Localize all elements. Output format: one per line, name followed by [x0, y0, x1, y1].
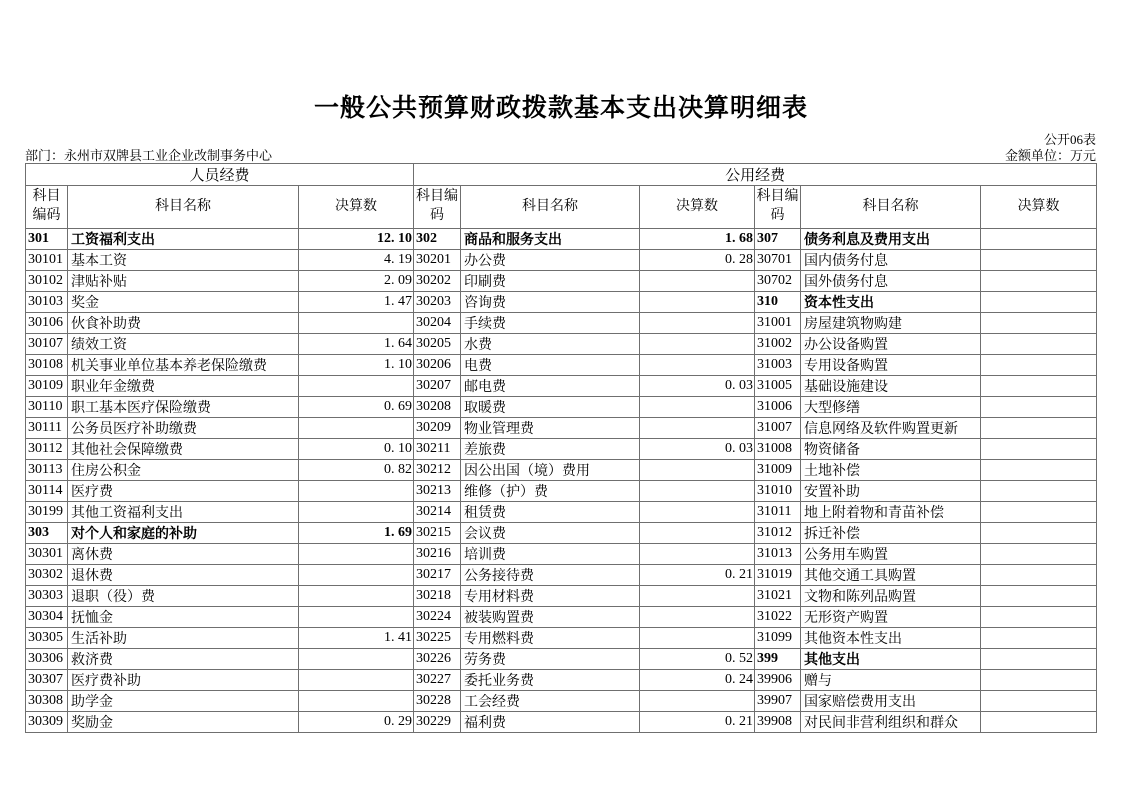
value-cell [640, 292, 755, 313]
value-cell [981, 523, 1097, 544]
value-cell [299, 691, 414, 712]
subject-name-cell: 伙食补助费 [68, 313, 299, 334]
subject-name-cell: 拆迁补偿 [801, 523, 981, 544]
subject-code-cell: 30101 [26, 250, 68, 271]
subject-name-cell: 商品和服务支出 [461, 229, 640, 250]
table-row [26, 355, 1097, 376]
subject-name-cell: 专用材料费 [461, 586, 640, 607]
value-cell [981, 334, 1097, 355]
table-row [26, 523, 1097, 544]
subject-name-cell: 基础设施建设 [801, 376, 981, 397]
subject-code-cell: 30229 [414, 712, 461, 733]
subject-name-cell: 物业管理费 [461, 418, 640, 439]
subject-name-cell: 大型修缮 [801, 397, 981, 418]
subject-name-cell: 医疗费 [68, 481, 299, 502]
table-row [26, 502, 1097, 523]
meta-row [25, 145, 1096, 164]
table-row [26, 565, 1097, 586]
value-cell [640, 313, 755, 334]
subject-code-cell: 307 [755, 229, 801, 250]
value-cell: 4. 19 [299, 250, 414, 271]
col-header-subject-code: 科目编码 [414, 186, 461, 229]
value-cell [299, 502, 414, 523]
value-cell: 0. 69 [299, 397, 414, 418]
subject-name-cell: 退职（役）费 [68, 586, 299, 607]
value-cell [981, 292, 1097, 313]
value-cell [981, 271, 1097, 292]
subject-name-cell: 安置补助 [801, 481, 981, 502]
value-cell [640, 418, 755, 439]
value-cell: 0. 28 [640, 250, 755, 271]
value-cell [640, 628, 755, 649]
value-cell [640, 586, 755, 607]
subject-name-cell: 无形资产购置 [801, 607, 981, 628]
value-cell [981, 481, 1097, 502]
table-row [26, 334, 1097, 355]
subject-name-cell: 工资福利支出 [68, 229, 299, 250]
subject-name-cell: 地上附着物和青苗补偿 [801, 502, 981, 523]
subject-code-cell: 30702 [755, 271, 801, 292]
group-header-public: 公用经费 [414, 164, 1097, 186]
value-cell [640, 334, 755, 355]
value-cell [981, 376, 1097, 397]
subject-name-cell: 住房公积金 [68, 460, 299, 481]
col-header-subject-code: 科目编码 [755, 186, 801, 229]
group-header-row [26, 164, 1097, 186]
value-cell [299, 586, 414, 607]
subject-name-cell: 债务利息及费用支出 [801, 229, 981, 250]
subject-name-cell: 办公设备购置 [801, 334, 981, 355]
subject-name-cell: 离休费 [68, 544, 299, 565]
value-cell [299, 481, 414, 502]
col-header-final-amount: 决算数 [299, 186, 414, 229]
col-header-final-amount: 决算数 [640, 186, 755, 229]
subject-name-cell: 公务用车购置 [801, 544, 981, 565]
value-cell [299, 418, 414, 439]
value-cell: 0. 52 [640, 649, 755, 670]
expenditure-table [25, 163, 1097, 733]
subject-code-cell: 303 [26, 523, 68, 544]
subject-code-cell: 30301 [26, 544, 68, 565]
col-header-subject-code: 科目编码 [26, 186, 68, 229]
subject-code-cell: 30309 [26, 712, 68, 733]
value-cell: 1. 10 [299, 355, 414, 376]
subject-code-cell: 31099 [755, 628, 801, 649]
value-cell [981, 502, 1097, 523]
value-cell [299, 670, 414, 691]
value-cell: 0. 10 [299, 439, 414, 460]
subject-name-cell: 救济费 [68, 649, 299, 670]
col-header-final-amount: 决算数 [981, 186, 1097, 229]
subject-name-cell: 对民间非营利组织和群众 [801, 712, 981, 733]
subject-name-cell: 津贴补贴 [68, 271, 299, 292]
value-cell: 0. 82 [299, 460, 414, 481]
table-row [26, 313, 1097, 334]
group-header-personnel: 人员经费 [26, 164, 414, 186]
column-header-row [26, 186, 1097, 229]
table-number: 公开06表 [1043, 132, 1096, 147]
subject-name-cell: 印刷费 [461, 271, 640, 292]
value-cell [981, 229, 1097, 250]
subject-code-cell: 30111 [26, 418, 68, 439]
subject-name-cell: 差旅费 [461, 439, 640, 460]
subject-name-cell: 文物和陈列品购置 [801, 586, 981, 607]
subject-code-cell: 31007 [755, 418, 801, 439]
table-row [26, 670, 1097, 691]
subject-code-cell: 30113 [26, 460, 68, 481]
subject-name-cell: 手续费 [461, 313, 640, 334]
value-cell [299, 565, 414, 586]
table-row [26, 271, 1097, 292]
subject-code-cell: 30302 [26, 565, 68, 586]
subject-code-cell: 30308 [26, 691, 68, 712]
value-cell: 1. 47 [299, 292, 414, 313]
subject-code-cell: 30199 [26, 502, 68, 523]
value-cell [981, 460, 1097, 481]
subject-name-cell: 咨询费 [461, 292, 640, 313]
subject-code-cell: 31005 [755, 376, 801, 397]
value-cell [981, 586, 1097, 607]
subject-name-cell: 抚恤金 [68, 607, 299, 628]
subject-code-cell: 39907 [755, 691, 801, 712]
subject-code-cell: 30212 [414, 460, 461, 481]
subject-code-cell: 31013 [755, 544, 801, 565]
subject-code-cell: 31011 [755, 502, 801, 523]
value-cell [981, 607, 1097, 628]
value-cell [640, 607, 755, 628]
subject-code-cell: 30112 [26, 439, 68, 460]
subject-code-cell: 399 [755, 649, 801, 670]
subject-name-cell: 被装购置费 [461, 607, 640, 628]
subject-code-cell: 31009 [755, 460, 801, 481]
value-cell [299, 313, 414, 334]
subject-code-cell: 39906 [755, 670, 801, 691]
subject-code-cell: 30213 [414, 481, 461, 502]
value-cell [981, 691, 1097, 712]
value-cell [981, 712, 1097, 733]
subject-code-cell: 30208 [414, 397, 461, 418]
subject-name-cell: 信息网络及软件购置更新 [801, 418, 981, 439]
col-header-subject-name: 科目名称 [801, 186, 981, 229]
subject-name-cell: 水费 [461, 334, 640, 355]
subject-code-cell: 30306 [26, 649, 68, 670]
subject-code-cell: 30202 [414, 271, 461, 292]
subject-name-cell: 职业年金缴费 [68, 376, 299, 397]
subject-name-cell: 对个人和家庭的补助 [68, 523, 299, 544]
subject-name-cell: 公务员医疗补助缴费 [68, 418, 299, 439]
subject-name-cell: 其他交通工具购置 [801, 565, 981, 586]
subject-code-cell: 31012 [755, 523, 801, 544]
table-row [26, 586, 1097, 607]
subject-name-cell: 生活补助 [68, 628, 299, 649]
value-cell: 1. 69 [299, 523, 414, 544]
table-row [26, 712, 1097, 733]
subject-name-cell: 劳务费 [461, 649, 640, 670]
subject-code-cell: 30305 [26, 628, 68, 649]
value-cell [640, 397, 755, 418]
subject-name-cell: 职工基本医疗保险缴费 [68, 397, 299, 418]
subject-code-cell: 39908 [755, 712, 801, 733]
subject-name-cell: 其他支出 [801, 649, 981, 670]
value-cell: 0. 21 [640, 565, 755, 586]
subject-name-cell: 其他工资福利支出 [68, 502, 299, 523]
subject-code-cell: 310 [755, 292, 801, 313]
table-row [26, 691, 1097, 712]
subject-name-cell: 赠与 [801, 670, 981, 691]
subject-code-cell: 30102 [26, 271, 68, 292]
subject-code-cell: 30205 [414, 334, 461, 355]
subject-name-cell: 专用燃料费 [461, 628, 640, 649]
table-row [26, 460, 1097, 481]
subject-name-cell: 奖金 [68, 292, 299, 313]
subject-name-cell: 培训费 [461, 544, 640, 565]
subject-name-cell: 专用设备购置 [801, 355, 981, 376]
subject-code-cell: 30204 [414, 313, 461, 334]
subject-code-cell: 30114 [26, 481, 68, 502]
subject-name-cell: 取暖费 [461, 397, 640, 418]
table-row [26, 544, 1097, 565]
subject-name-cell: 会议费 [461, 523, 640, 544]
value-cell: 0. 24 [640, 670, 755, 691]
subject-name-cell: 土地补偿 [801, 460, 981, 481]
value-cell: 1. 68 [640, 229, 755, 250]
department-label: 部门：永州市双牌县工业企业改制事务中心 [25, 148, 273, 163]
value-cell [640, 481, 755, 502]
subject-name-cell: 维修（护）费 [461, 481, 640, 502]
value-cell [640, 544, 755, 565]
table-row [26, 229, 1097, 250]
subject-name-cell: 工会经费 [461, 691, 640, 712]
subject-name-cell: 机关事业单位基本养老保险缴费 [68, 355, 299, 376]
value-cell [981, 670, 1097, 691]
subject-code-cell: 30206 [414, 355, 461, 376]
subject-name-cell: 国家赔偿费用支出 [801, 691, 981, 712]
table-row [26, 250, 1097, 271]
table-row [26, 628, 1097, 649]
subject-name-cell: 基本工资 [68, 250, 299, 271]
subject-name-cell: 因公出国（境）费用 [461, 460, 640, 481]
value-cell [640, 523, 755, 544]
subject-code-cell: 31002 [755, 334, 801, 355]
table-row [26, 481, 1097, 502]
table-row [26, 376, 1097, 397]
subject-code-cell: 30209 [414, 418, 461, 439]
value-cell [299, 544, 414, 565]
subject-code-cell: 30217 [414, 565, 461, 586]
subject-code-cell: 30110 [26, 397, 68, 418]
subject-code-cell: 30227 [414, 670, 461, 691]
subject-code-cell: 30303 [26, 586, 68, 607]
subject-name-cell: 国外债务付息 [801, 271, 981, 292]
subject-code-cell: 30228 [414, 691, 461, 712]
value-cell: 12. 10 [299, 229, 414, 250]
subject-code-cell: 30304 [26, 607, 68, 628]
subject-code-cell: 30224 [414, 607, 461, 628]
value-cell [299, 649, 414, 670]
subject-code-cell: 31008 [755, 439, 801, 460]
value-cell [981, 439, 1097, 460]
value-cell [981, 355, 1097, 376]
value-cell [640, 691, 755, 712]
value-cell [640, 271, 755, 292]
subject-code-cell: 301 [26, 229, 68, 250]
subject-code-cell: 30215 [414, 523, 461, 544]
subject-name-cell: 助学金 [68, 691, 299, 712]
subject-code-cell: 31006 [755, 397, 801, 418]
subject-code-cell: 30218 [414, 586, 461, 607]
subject-code-cell: 31022 [755, 607, 801, 628]
subject-code-cell: 30225 [414, 628, 461, 649]
value-cell [299, 376, 414, 397]
value-cell [640, 502, 755, 523]
value-cell [981, 565, 1097, 586]
subject-code-cell: 30201 [414, 250, 461, 271]
table-row [26, 649, 1097, 670]
subject-code-cell: 30103 [26, 292, 68, 313]
table-row [26, 292, 1097, 313]
subject-name-cell: 邮电费 [461, 376, 640, 397]
subject-name-cell: 物资储备 [801, 439, 981, 460]
subject-name-cell: 资本性支出 [801, 292, 981, 313]
subject-name-cell: 房屋建筑物购建 [801, 313, 981, 334]
value-cell: 1. 64 [299, 334, 414, 355]
page-title: 一般公共预算财政拨款基本支出决算明细表 [313, 95, 808, 122]
value-cell [981, 418, 1097, 439]
subject-code-cell: 30701 [755, 250, 801, 271]
subject-code-cell: 31021 [755, 586, 801, 607]
table-row [26, 439, 1097, 460]
subject-name-cell: 租赁费 [461, 502, 640, 523]
value-cell: 0. 03 [640, 376, 755, 397]
table-body [26, 229, 1097, 733]
value-cell [981, 250, 1097, 271]
subject-code-cell: 30203 [414, 292, 461, 313]
value-cell: 2. 09 [299, 271, 414, 292]
value-cell [299, 607, 414, 628]
subject-code-cell: 30226 [414, 649, 461, 670]
col-header-subject-name: 科目名称 [461, 186, 640, 229]
amount-unit-label: 金额单位：万元 [1004, 148, 1096, 163]
value-cell [981, 628, 1097, 649]
subject-name-cell: 退休费 [68, 565, 299, 586]
subject-name-cell: 福利费 [461, 712, 640, 733]
subject-name-cell: 电费 [461, 355, 640, 376]
subject-name-cell: 公务接待费 [461, 565, 640, 586]
subject-code-cell: 30108 [26, 355, 68, 376]
value-cell: 0. 29 [299, 712, 414, 733]
subject-code-cell: 302 [414, 229, 461, 250]
subject-code-cell: 30107 [26, 334, 68, 355]
subject-code-cell: 30106 [26, 313, 68, 334]
table-row [26, 607, 1097, 628]
subject-code-cell: 31010 [755, 481, 801, 502]
subject-code-cell: 31003 [755, 355, 801, 376]
subject-code-cell: 30214 [414, 502, 461, 523]
value-cell [981, 649, 1097, 670]
subject-code-cell: 30211 [414, 439, 461, 460]
subject-code-cell: 30109 [26, 376, 68, 397]
value-cell: 0. 21 [640, 712, 755, 733]
subject-name-cell: 国内债务付息 [801, 250, 981, 271]
value-cell [640, 355, 755, 376]
subject-name-cell: 委托业务费 [461, 670, 640, 691]
subject-code-cell: 30216 [414, 544, 461, 565]
subject-name-cell: 其他资本性支出 [801, 628, 981, 649]
subject-name-cell: 其他社会保障缴费 [68, 439, 299, 460]
value-cell [981, 397, 1097, 418]
subject-code-cell: 31019 [755, 565, 801, 586]
col-header-subject-name: 科目名称 [68, 186, 299, 229]
subject-name-cell: 绩效工资 [68, 334, 299, 355]
value-cell: 0. 03 [640, 439, 755, 460]
value-cell [640, 460, 755, 481]
subject-name-cell: 医疗费补助 [68, 670, 299, 691]
subject-name-cell: 办公费 [461, 250, 640, 271]
subject-code-cell: 30307 [26, 670, 68, 691]
value-cell [981, 313, 1097, 334]
subject-name-cell: 奖励金 [68, 712, 299, 733]
table-row [26, 397, 1097, 418]
value-cell: 1. 41 [299, 628, 414, 649]
table-row [26, 418, 1097, 439]
subject-code-cell: 30207 [414, 376, 461, 397]
subject-code-cell: 31001 [755, 313, 801, 334]
value-cell [981, 544, 1097, 565]
